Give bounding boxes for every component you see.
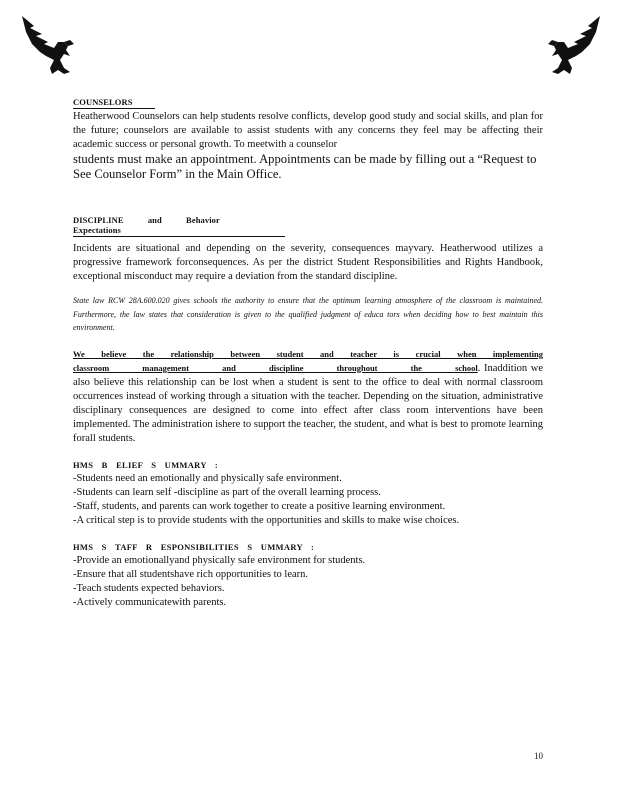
discipline-text: Incidents are situational and depending on the severity, consequences mayvary. Heatherwood utilizes a progressive framework forconsequences. As per the district Student Responsibilities and Rights Handbook, exceptional misconduct may require a deviation from the standard discipline. [73, 243, 543, 282]
counselors-text-large: students must make an appointment. Appointments can be made by filling out a “Request to See Counselor Form” in the Main Office. [73, 152, 537, 181]
list-item: -A critical step is to provide students with the opportunities and skills to make wise choices. [73, 514, 460, 526]
belief-body: . Inaddition we also believe this relationship can be lost when a student is sent to the office to deal with normal classroom occurrences instead of working through a situation with the teacher. Depending on the situation, administrative disciplinary consequences are designed to come into effect after class room interventions have been implemented. The administration ishere to support the teacher, the student, and what is best to promote learning forall students. [73, 362, 543, 444]
eagle-logo-icon [542, 12, 602, 78]
list-item: -Provide an emotionallyand physically safe environment for students. [73, 554, 366, 566]
belief-paragraph [73, 347, 543, 446]
staff-summary-heading: HMS S TAFF R ESPONSIBILITIES S UMMARY : [73, 541, 315, 552]
eagle-logo-icon [20, 12, 80, 78]
list-item: -Teach students expected behaviors. [73, 582, 225, 594]
document-body [73, 92, 543, 610]
list-item: -Students need an emotionally and physically safe environment. [73, 472, 342, 484]
discipline-heading: DISCIPLINE and Behavior Expectations [73, 215, 285, 237]
state-law-note: State law RCW 28A.600.020 gives schools the authority to ensure that the optimum learning atmosphere of the classroom is maintained. Furthermore, the law states that consideration is given to the qualified judgment of educa tors when deciding how to best maintain this environment. [73, 296, 543, 332]
belief-summary-heading: HMS B ELIEF S UMMARY : [73, 459, 218, 470]
list-item: -Staff, students, and parents can work together to create a positive learning environment. [73, 500, 446, 512]
counselors-heading: COUNSELORS [73, 97, 155, 109]
counselors-section [73, 92, 543, 181]
staff-summary-section [73, 542, 543, 610]
counselors-text: Heatherwood Counselors can help students resolve conflicts, develop good study and social skills, and plan for the future; counselors are available to assist students with any concerns they feel may be affecting their academic success or personal growth. To meetwith a counselor [73, 111, 543, 150]
list-item: -Students can learn self -discipline as part of the overall learning process. [73, 486, 381, 498]
list-item: -Actively communicatewith parents. [73, 596, 227, 608]
belief-summary-list [73, 472, 543, 528]
belief-heading: We believe the relationship between student and teacher is crucial when implementing [73, 348, 543, 359]
discipline-section [73, 215, 543, 446]
belief-summary-section [73, 460, 543, 528]
belief-text [73, 361, 543, 446]
staff-summary-list [73, 554, 543, 610]
list-item: -Ensure that all studentshave rich opportunities to learn. [73, 568, 309, 580]
page-number: 10 [534, 751, 543, 761]
belief-heading-cont: classroom management and discipline throughout the school [73, 362, 478, 373]
